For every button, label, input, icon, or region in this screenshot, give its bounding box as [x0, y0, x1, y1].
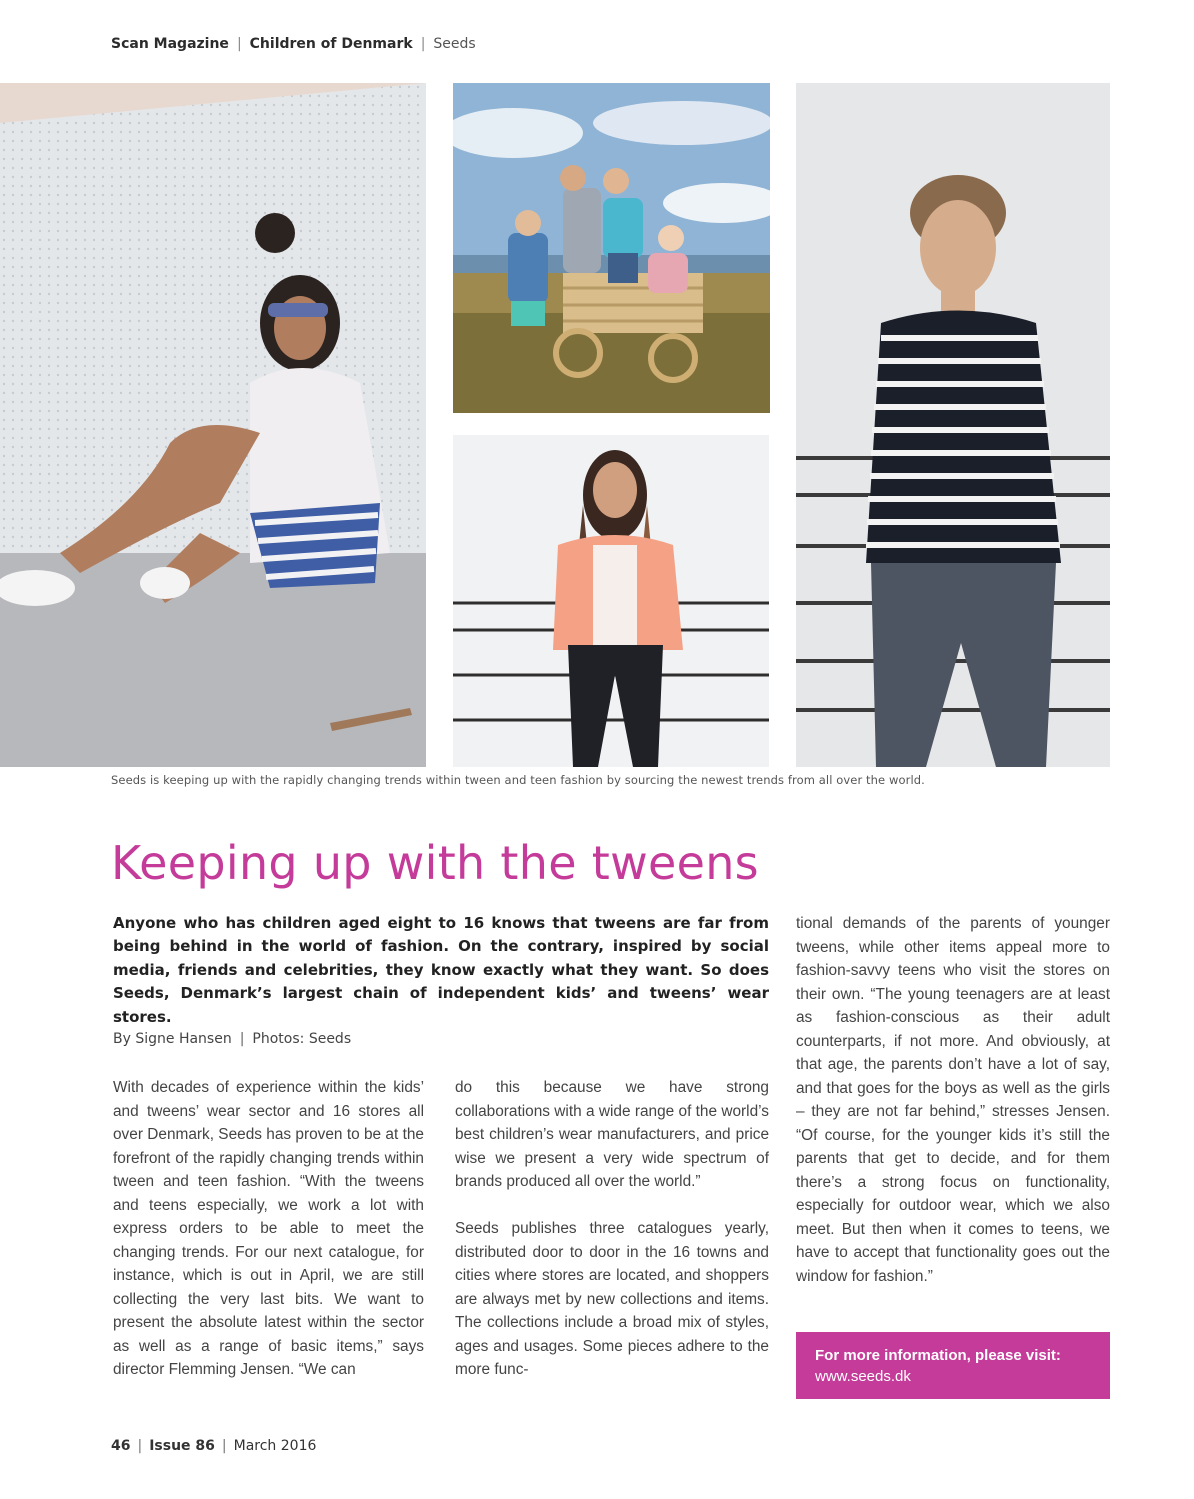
- photo-kids-wagon: [453, 83, 770, 413]
- article-title: Keeping up with the tweens: [111, 836, 759, 890]
- issue-date: March 2016: [233, 1438, 317, 1454]
- page-number: 46: [111, 1438, 131, 1454]
- photo-boy-striped: [796, 83, 1110, 767]
- body-paragraph: With decades of experience within the kids’ and tweens’ wear sector and 16 stores all over Denmark, Seeds has proven to be at the forefront of the rapidly changing trends within tween and teen fashion. “With the tweens and teens especially, we work a lot with express orders to be able to meet the changing trends. For our next catalogue, for instance, which is out in April, we are still collecting the very last bits. We want to present the absolute latest within the sector as well as a range of basic items,” says director Flemming Jensen. “We can: [113, 1079, 424, 1378]
- byline: [113, 1031, 351, 1047]
- byline-photos: Photos: Seeds: [252, 1031, 352, 1047]
- section-name: Children of Denmark: [249, 36, 413, 52]
- running-header: [111, 36, 476, 52]
- photo-girl-sitting: [0, 83, 426, 767]
- photo-caption: Seeds is keeping up with the rapidly changing trends within tween and teen fashion by sourcing the newest trends from all over the world.: [111, 773, 925, 787]
- byline-author: By Signe Hansen: [113, 1031, 232, 1047]
- byline-separator: |: [239, 1031, 245, 1047]
- info-box-title: For more information, please visit:: [815, 1347, 1061, 1364]
- footer-separator: |: [137, 1438, 143, 1454]
- body-paragraph: Seeds publishes three catalogues yearly, distributed door to door in the 16 towns and cities where stores are located, and shoppers are always met by new collections and items. The collections include a broad mix of styles, ages and usages. Some pieces adhere to the more func-: [455, 1220, 769, 1378]
- body-paragraph: tional demands of the parents of younger tweens, while other items appeal more to fashion-savvy teens who visit the stores on their own. “The young teenagers are at least as fashion-conscious as their adult counterparts, if not more. And obviously, at that age, the parents don’t have a lot of say, and that goes for the boys as well as the girls – they are not far behind,” stresses Jensen. “Of course, for the younger kids it’s still the parents that get to decide, and for them there’s a strong focus on functionality, especially for outdoor wear, which we also meet. But then when it comes to teens, we have to accept that functionality goes out the window for fashion.”: [796, 915, 1110, 1285]
- photo-girl-standing: [453, 435, 769, 767]
- issue-number: Issue 86: [149, 1438, 215, 1454]
- body-column-2: [455, 1076, 769, 1382]
- body-column-3: [796, 912, 1110, 1288]
- article-lead: Anyone who has children aged eight to 16 knows that tweens are far from being behind in the world of fashion. On the contrary, inspired by social media, friends and celebrities, they know exactly what they want. So does Seeds, Denmark’s largest chain of independent kids’ and tweens’ wear stores.: [113, 914, 769, 1026]
- body-column-1: [113, 1076, 424, 1382]
- publication-name: Scan Magazine: [111, 36, 229, 52]
- header-separator: |: [236, 36, 242, 52]
- info-box: [796, 1332, 1110, 1399]
- subsection-name: Seeds: [433, 36, 476, 52]
- body-paragraph: do this because we have strong collaborations with a wide range of the world’s best children’s wear manufacturers, and price wise we present a very wide spectrum of brands produced all over the world.”: [455, 1079, 769, 1190]
- website-link[interactable]: www.seeds.dk: [815, 1368, 911, 1385]
- header-separator: |: [420, 36, 426, 52]
- page-footer: [111, 1438, 316, 1454]
- footer-separator: |: [221, 1438, 227, 1454]
